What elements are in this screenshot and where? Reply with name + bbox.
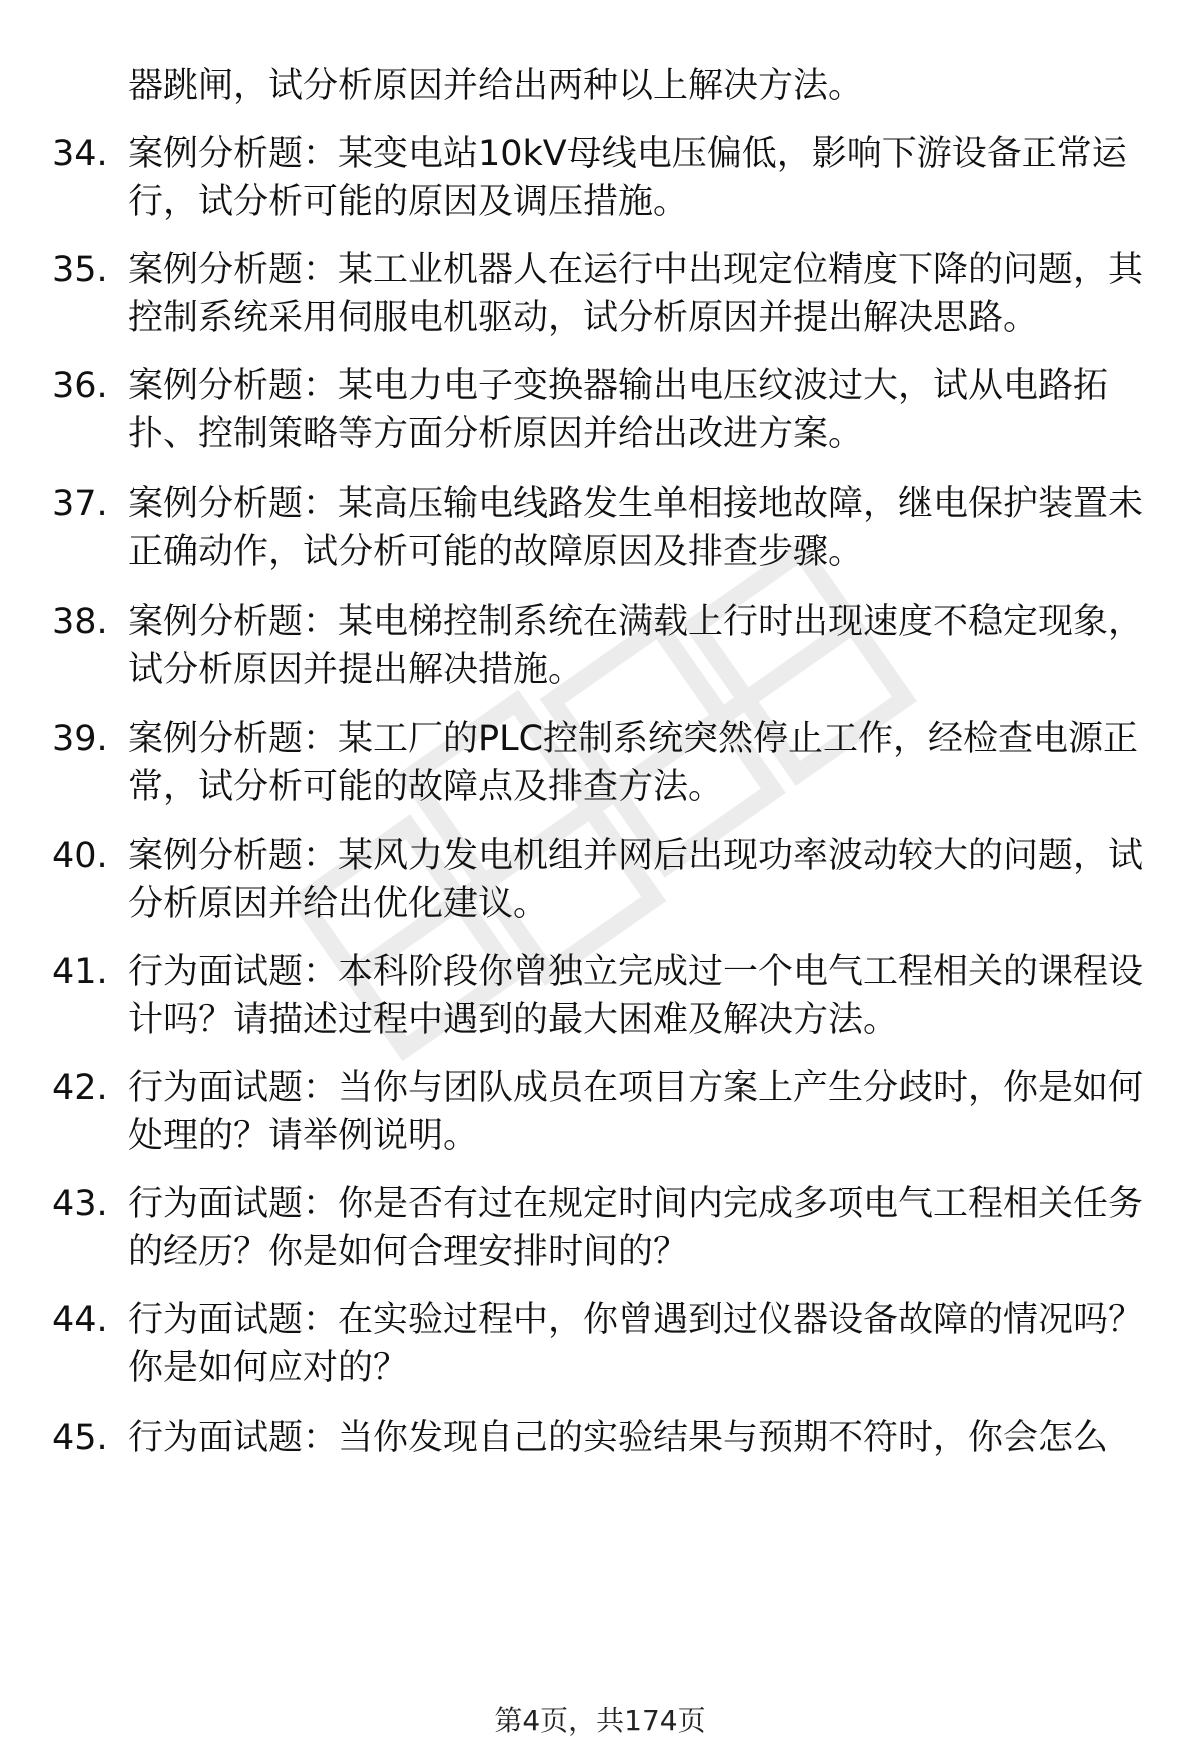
item-number: 42.	[52, 1068, 108, 1108]
item-number: 41.	[52, 952, 108, 992]
item-text: 案例分析题：某电梯控制系统在满载上行时出现速度不稳定现象，试分析原因并提出解决措施。	[128, 602, 1144, 690]
item-number: 45.	[52, 1418, 108, 1458]
item-text: 行为面试题：当你与团队成员在项目方案上产生分歧时，你是如何处理的？请举例说明。	[128, 1068, 1144, 1156]
item-number: 44.	[52, 1300, 108, 1340]
item-text: 案例分析题：某风力发电机组并网后出现功率波动较大的问题，试分析原因并给出优化建议。	[128, 836, 1144, 924]
item-text: 行为面试题：在实验过程中，你曾遇到过仪器设备故障的情况吗？你是如何应对的？	[128, 1300, 1144, 1388]
item-number: 38.	[52, 602, 108, 642]
item-number: 39.	[52, 719, 108, 759]
item-text: 案例分析题：某变电站10kV母线电压偏低，影响下游设备正常运行，试分析可能的原因及调压措施。	[128, 134, 1127, 222]
item-text: 行为面试题：当你发现自己的实验结果与预期不符时，你会怎么	[128, 1418, 1109, 1458]
item-text: 案例分析题：某工厂的PLC控制系统突然停止工作，经检查电源正常，试分析可能的故障点及排查方法。	[128, 719, 1139, 807]
item-number: 35.	[52, 250, 108, 290]
item-number: 40.	[52, 836, 108, 876]
item-text: 器跳闸，试分析原因并给出两种以上解决方法。	[128, 66, 864, 106]
item-text: 案例分析题：某高压输电线路发生单相接地故障，继电保护装置未正确动作，试分析可能的故障原因及排查步骤。	[128, 484, 1144, 572]
item-number: 37.	[52, 484, 108, 524]
item-text: 行为面试题：本科阶段你曾独立完成过一个电气工程相关的课程设计吗？请描述过程中遇到的最大困难及解决方法。	[128, 952, 1144, 1040]
item-text: 案例分析题：某工业机器人在运行中出现定位精度下降的问题，其控制系统采用伺服电机驱动，试分析原因并提出解决思路。	[128, 250, 1144, 338]
item-text: 行为面试题：你是否有过在规定时间内完成多项电气工程相关任务的经历？你是如何合理安排时间的？	[128, 1184, 1144, 1272]
item-text: 案例分析题：某电力电子变换器输出电压纹波过大，试从电路拓扑、控制策略等方面分析原因并给出改进方案。	[128, 366, 1109, 454]
item-number: 36.	[52, 366, 108, 406]
item-number: 43.	[52, 1184, 108, 1224]
page-footer: 第4页，共174页	[494, 1704, 706, 1737]
item-number: 34.	[52, 134, 108, 174]
